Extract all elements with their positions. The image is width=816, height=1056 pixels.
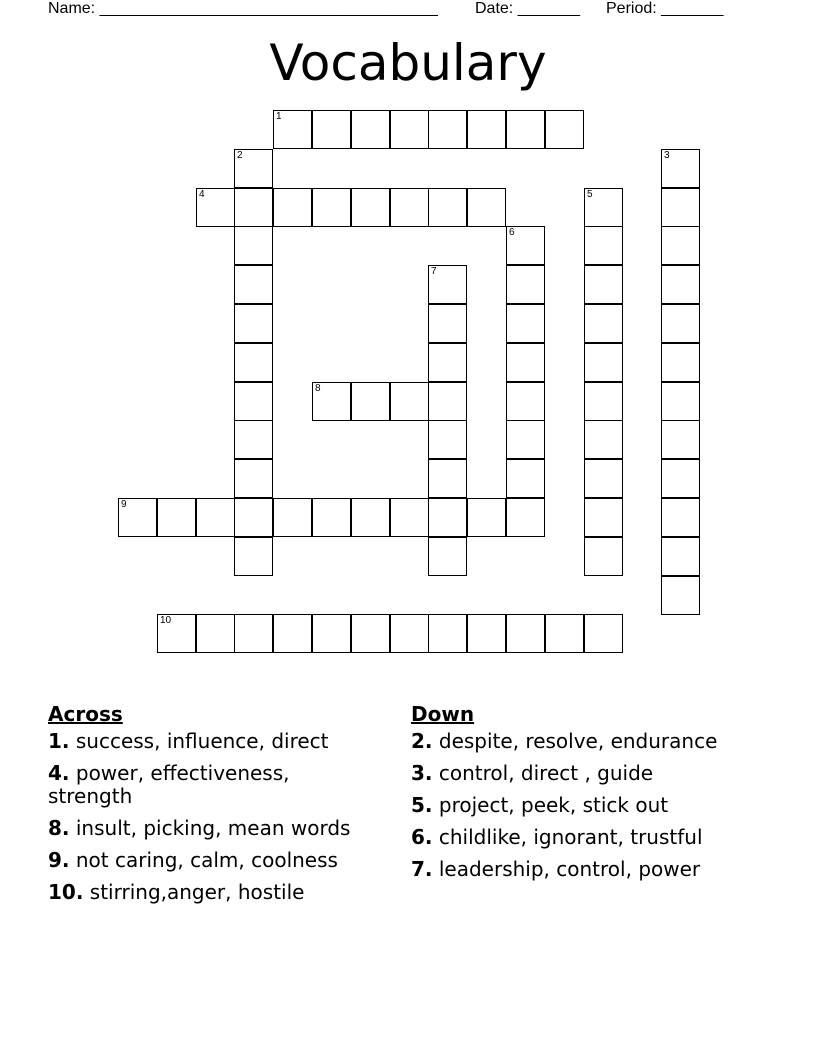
grid-cell[interactable] — [428, 420, 467, 459]
grid-cell[interactable] — [390, 614, 429, 653]
grid-cell[interactable] — [467, 110, 506, 149]
grid-cell[interactable] — [661, 226, 700, 265]
page-title: Vocabulary — [269, 34, 547, 92]
grid-cell[interactable] — [390, 188, 429, 227]
grid-cell[interactable] — [312, 110, 351, 149]
grid-cell[interactable] — [661, 498, 700, 537]
clue-item — [48, 817, 378, 840]
grid-cell[interactable] — [196, 498, 235, 537]
name-field: Name: ______________________________________ — [48, 0, 438, 17]
grid-cell[interactable] — [428, 537, 467, 576]
clue-item-number: 5. — [411, 793, 433, 817]
clue-number: 1 — [276, 111, 282, 122]
grid-cell[interactable] — [234, 226, 273, 265]
clue-number: 7 — [431, 266, 437, 277]
grid-cell[interactable] — [661, 188, 700, 227]
clue-item-number: 8. — [48, 816, 70, 840]
grid-cell[interactable] — [584, 498, 623, 537]
across-clues — [48, 702, 378, 913]
down-clue-list — [411, 730, 751, 881]
period-field: Period: _______ — [606, 0, 724, 17]
grid-cell[interactable] — [506, 304, 545, 343]
clue-item-text: childlike, ignorant, trustful — [432, 825, 703, 849]
grid-cell[interactable] — [234, 265, 273, 304]
grid-cell[interactable] — [506, 614, 545, 653]
grid-cell[interactable] — [428, 265, 467, 304]
grid-cell[interactable] — [428, 188, 467, 227]
clue-item — [411, 794, 751, 817]
grid-cell[interactable] — [118, 498, 157, 537]
grid-cell[interactable] — [661, 304, 700, 343]
grid-cell[interactable] — [584, 459, 623, 498]
grid-cell[interactable] — [390, 110, 429, 149]
grid-cell[interactable] — [157, 498, 196, 537]
grid-cell[interactable] — [234, 343, 273, 382]
date-field: Date: _______ — [475, 0, 580, 17]
clue-item-text: control, direct , guide — [432, 761, 654, 785]
down-heading: Down — [411, 702, 475, 726]
clue-number: 10 — [160, 615, 172, 626]
grid-cell[interactable] — [661, 420, 700, 459]
across-heading: Across — [48, 702, 123, 726]
grid-cell[interactable] — [428, 304, 467, 343]
grid-cell[interactable] — [506, 110, 545, 149]
grid-cell[interactable] — [584, 188, 623, 227]
clue-item-number: 10. — [48, 880, 84, 904]
clue-item-number: 9. — [48, 848, 70, 872]
grid-cell[interactable] — [506, 459, 545, 498]
clue-number: 4 — [199, 189, 205, 200]
grid-cell[interactable] — [351, 382, 390, 421]
clue-item-text: insult, picking, mean words — [69, 816, 351, 840]
grid-cell[interactable] — [273, 110, 312, 149]
grid-cell[interactable] — [196, 188, 235, 227]
grid-cell[interactable] — [351, 498, 390, 537]
clue-number: 8 — [315, 383, 321, 394]
grid-cell[interactable] — [273, 188, 312, 227]
grid-cell[interactable] — [234, 382, 273, 421]
clue-item-number: 7. — [411, 857, 433, 881]
clue-item — [48, 730, 378, 753]
grid-cell[interactable] — [312, 498, 351, 537]
clue-number: 9 — [121, 499, 127, 510]
grid-cell[interactable] — [157, 614, 196, 653]
clue-item — [48, 881, 378, 904]
clue-item — [411, 730, 751, 753]
grid-cell[interactable] — [661, 459, 700, 498]
clue-item-text: stirring,anger, hostile — [83, 880, 305, 904]
clue-item — [411, 826, 751, 849]
grid-cell[interactable] — [351, 110, 390, 149]
grid-cell[interactable] — [234, 498, 273, 537]
grid-cell[interactable] — [584, 420, 623, 459]
clue-item-number: 2. — [411, 729, 433, 753]
grid-cell[interactable] — [661, 537, 700, 576]
grid-cell[interactable] — [428, 498, 467, 537]
clue-number: 2 — [237, 150, 243, 161]
clue-number: 6 — [509, 227, 515, 238]
grid-cell[interactable] — [584, 614, 623, 653]
grid-cell[interactable] — [584, 537, 623, 576]
grid-cell[interactable] — [506, 343, 545, 382]
clue-item-text: power, effectiveness, strength — [48, 761, 290, 808]
grid-cell[interactable] — [467, 498, 506, 537]
grid-cell[interactable] — [273, 614, 312, 653]
across-clue-list — [48, 730, 378, 904]
grid-cell[interactable] — [661, 382, 700, 421]
clue-item — [411, 858, 751, 881]
grid-cell[interactable] — [351, 188, 390, 227]
clue-number: 3 — [664, 150, 670, 161]
grid-cell[interactable] — [661, 265, 700, 304]
down-clues — [411, 702, 751, 890]
grid-cell[interactable] — [584, 304, 623, 343]
grid-cell[interactable] — [506, 226, 545, 265]
grid-cell[interactable] — [661, 343, 700, 382]
clue-item-number: 6. — [411, 825, 433, 849]
clue-item-text: leadership, control, power — [432, 857, 701, 881]
clue-item — [411, 762, 751, 785]
grid-cell[interactable] — [506, 498, 545, 537]
grid-cell[interactable] — [506, 420, 545, 459]
grid-cell[interactable] — [428, 614, 467, 653]
grid-cell[interactable] — [351, 614, 390, 653]
grid-cell[interactable] — [390, 382, 429, 421]
clue-item-number: 4. — [48, 761, 70, 785]
grid-cell[interactable] — [234, 304, 273, 343]
grid-cell[interactable] — [428, 382, 467, 421]
grid-cell[interactable] — [584, 265, 623, 304]
grid-cell[interactable] — [390, 498, 429, 537]
grid-cell[interactable] — [428, 459, 467, 498]
grid-cell[interactable] — [234, 459, 273, 498]
grid-cell[interactable] — [467, 614, 506, 653]
grid-cell[interactable] — [312, 188, 351, 227]
grid-cell[interactable] — [584, 382, 623, 421]
grid-cell[interactable] — [545, 110, 584, 149]
clue-item-text: despite, resolve, endurance — [432, 729, 718, 753]
grid-cell[interactable] — [428, 343, 467, 382]
grid-cell[interactable] — [234, 188, 273, 227]
grid-cell[interactable] — [273, 498, 312, 537]
clue-item-number: 1. — [48, 729, 70, 753]
grid-cell[interactable] — [428, 110, 467, 149]
clue-item — [48, 762, 378, 808]
grid-cell[interactable] — [584, 226, 623, 265]
grid-cell[interactable] — [506, 382, 545, 421]
grid-cell[interactable] — [234, 420, 273, 459]
clue-item — [48, 849, 378, 872]
grid-cell[interactable] — [661, 149, 700, 188]
grid-cell[interactable] — [661, 576, 700, 615]
clue-item-number: 3. — [411, 761, 433, 785]
grid-cell[interactable] — [196, 614, 235, 653]
grid-cell[interactable] — [506, 265, 545, 304]
grid-cell[interactable] — [234, 149, 273, 188]
grid-cell[interactable] — [234, 537, 273, 576]
grid-cell[interactable] — [312, 382, 351, 421]
clue-item-text: project, peek, stick out — [432, 793, 669, 817]
grid-cell[interactable] — [584, 343, 623, 382]
grid-cell[interactable] — [467, 188, 506, 227]
grid-cell[interactable] — [545, 614, 584, 653]
grid-cell[interactable] — [234, 614, 273, 653]
clue-item-text: not caring, calm, coolness — [69, 848, 338, 872]
clue-item-text: success, influence, direct — [69, 729, 329, 753]
clue-number: 5 — [587, 189, 593, 200]
grid-cell[interactable] — [312, 614, 351, 653]
